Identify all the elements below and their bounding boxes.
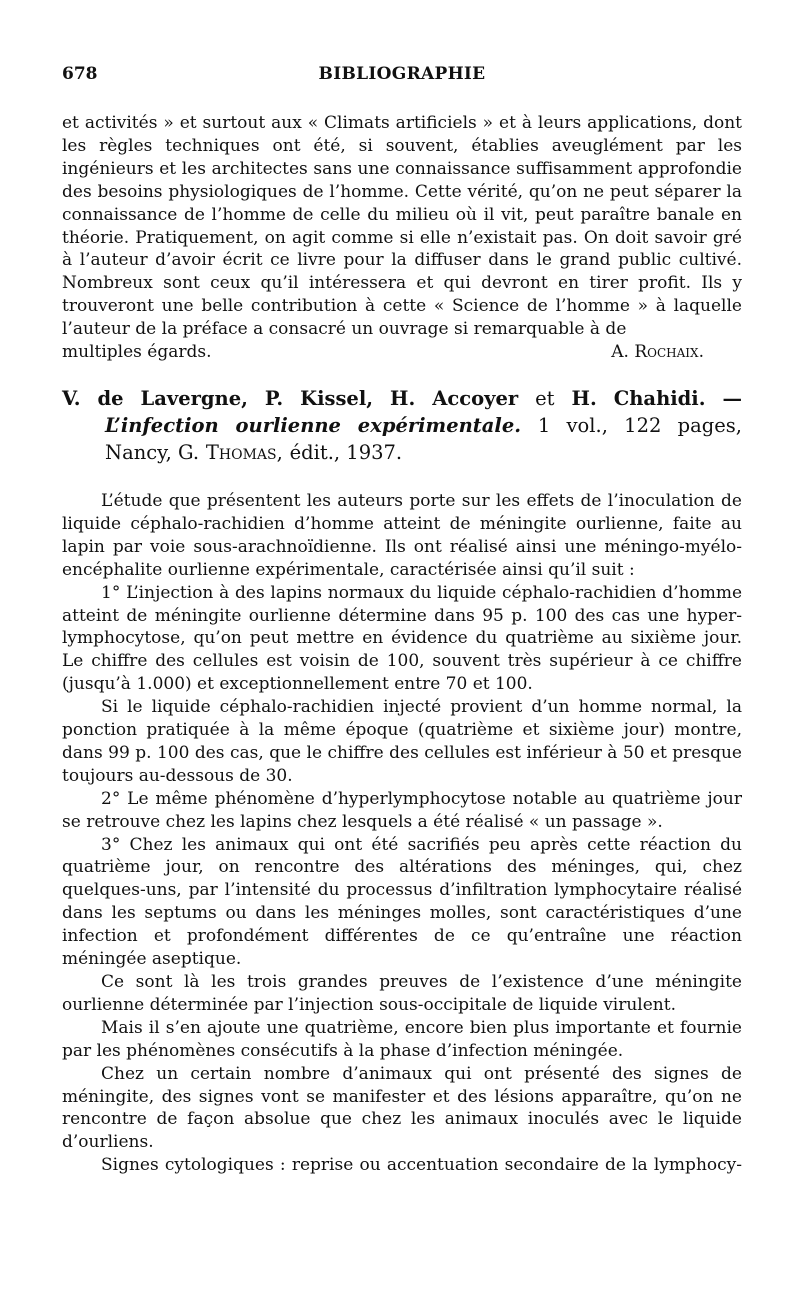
review-2-paragraph-9: Signes cytologiques : reprise ou accentuation secondaire de la lymphocy-: [101, 1155, 742, 1176]
entry-2-authors-last: H. Chahidi. —: [571, 386, 742, 410]
page-header: [62, 64, 742, 88]
review-1-signature: [611, 341, 704, 364]
review-2-paragraph-4: 2° Le même phénomène d’hyperlymphocytose notable au quatrième jour se retrouve chez les lapins chez lesquels a été réalisé « un passage ».: [62, 788, 742, 832]
review-2-paragraph-5: 3° Chez les animaux qui ont été sacrifiés peu après cette réaction du quatrième jour, on rencontre des altérations des méninges, qui, chez quelques-uns, par l’intensité du processus d’infiltration lymphocytaire réalisé dans les septums ou dans les méninges molles, sont caractéristiques d’une infection et profondément différentes de ce qu’entraîne une réaction méningée aseptique.: [62, 834, 742, 970]
entry-2-authors: V. de Lavergne, P. Kissel, H. Accoyer: [62, 386, 519, 410]
review-1-paragraph: et activités » et surtout aux « Climats artificiels » et à leurs applications, dont les règles techniques ont été, si souvent, établies aveuglément par les ingénieurs et les architectes sans une connaissance suffisamment approfondie des besoins physiologiques de l’homme. Cette vérité, qu’on ne peut séparer la connaissance de l’homme de celle du milieu où il vit, peut paraître banale en théorie. Pratiquement, on agit comme si elle n’existait pas. On doit savoir gré à l’auteur d’avoir écrit ce livre pour la diffuser dans le grand public cultivé. Nombreux sont ceux qu’il intéressera et qui devront en tirer profit. Ils y trouveront une belle contribution à cette « Science de l’homme » à laquelle l’auteur de la préface a consacré un ouvrage si remarquable à de: [62, 113, 742, 340]
entry-2-edition: édit., 1937.: [289, 440, 403, 464]
entry-2-heading: [62, 385, 742, 466]
page-body: [62, 112, 742, 1177]
review-2-paragraph-2: 1° L’injection à des lapins normaux du liquide céphalo-rachidien d’homme atteint de méningite ourlienne détermine dans 95 p. 100 des cas une hyper-lymphocytose, qu’on peut mettre en évidence du quatrième au sixième jour. Le chiffre des cellules est voisin de 100, souvent très supérieur à ce chiffre (jusqu’à 1.000) et exceptionnellement entre 70 et 100.: [62, 582, 742, 695]
signature-initial: A.: [611, 342, 629, 363]
signature-name: Rochaix.: [634, 342, 704, 363]
running-head: BIBLIOGRAPHIE: [318, 64, 486, 84]
entry-2-conjunction: et: [535, 386, 555, 410]
entry-2-details: 1 vol., 122 pages, Nancy, G.: [105, 413, 742, 464]
review-2-paragraph-6: Ce sont là les trois grandes preuves de l’existence d’une méningite ourlienne déterminée par l’injection sous-occipitale de liquide virulent.: [62, 972, 742, 1015]
review-2-paragraph-7: Mais il s’en ajoute une quatrième, encore bien plus importante et fournie par les phénomènes consécutifs à la phase d’infection méningée.: [62, 1017, 742, 1061]
entry-2-publisher: Thomas,: [205, 440, 283, 464]
review-2-paragraph-8: Chez un certain nombre d’animaux qui ont présenté des signes de méningite, des signes vont se manifester et des lésions apparaître, qu’on ne rencontre de façon absolue que chez les animaux inoculés avec le liquide d’ourliens.: [62, 1063, 742, 1153]
entry-2-title: L’infection ourlienne expérimentale.: [105, 413, 522, 437]
review-1-signature-line: [62, 341, 742, 364]
spacer: [62, 466, 742, 490]
review-2-paragraph-3: Si le liquide céphalo-rachidien injecté provient d’un homme normal, la ponction pratiquée à la même époque (quatrième et sixième jour) montre, dans 99 p. 100 des cas, que le chiffre des cellules est inférieur à 50 et presque toujours au-dessous de 30.: [62, 697, 742, 786]
review-1-last-line: multiples égards.: [62, 342, 212, 363]
page-number: 678: [62, 64, 98, 84]
review-2-paragraph-1: L’étude que présentent les auteurs porte sur les effets de l’inoculation de liquide céphalo-rachidien d’homme atteint de méningite ourlienne, faite au lapin par voie sous-arachnoïdienne. Ils ont réalisé ainsi une méningo-myélo-encéphalite ourlienne expérimentale, caractérisée ainsi qu’il suit :: [62, 490, 742, 580]
